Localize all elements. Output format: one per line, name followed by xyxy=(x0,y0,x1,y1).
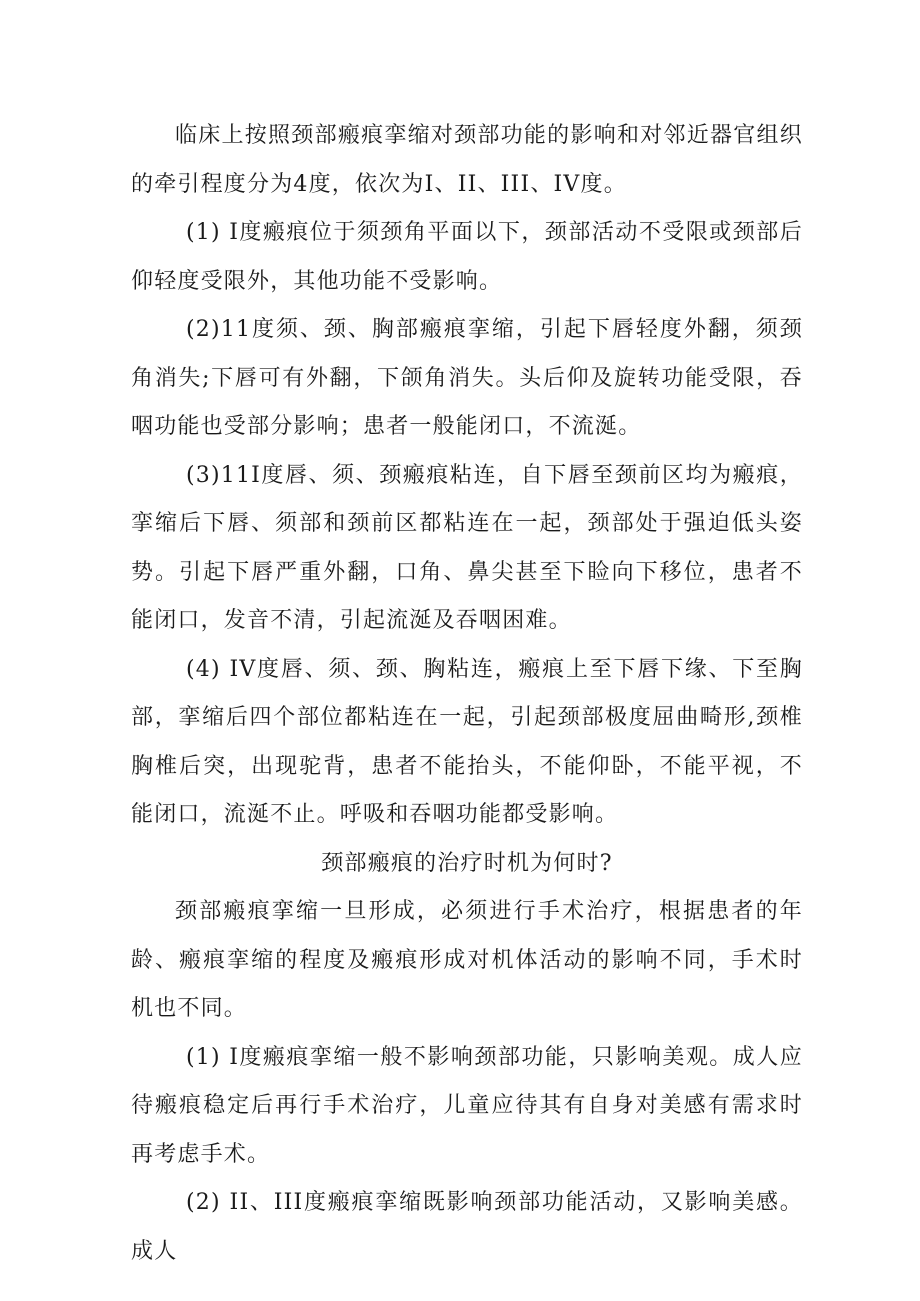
paragraph-grade-4: (4) IV度唇、须、颈、胸粘连，瘢痕上至下唇下缘、下至胸部，挛缩后四个部位都粘连在一起，引起颈部极度屈曲畸形,颈椎胸椎后突，出现驼背，患者不能抬头，不能仰卧，不能平视，不能闭口，流涎不止。呼吸和吞咽功能都受影响。 xyxy=(131,656,803,827)
paragraph-timing: 颈部瘢痕挛缩一旦形成，必须进行手术治疗，根据患者的年龄、瘢痕挛缩的程度及瘢痕形成对机体活动的影响不同，手术时机也不同。 xyxy=(131,899,803,1021)
paragraph-intro: 临床上按照颈部瘢痕挛缩对颈部功能的影响和对邻近器官组织的牵引程度分为4度，依次为I、II、III、IV度。 xyxy=(131,123,803,197)
paragraph-timing-1: (1) I度瘢痕挛缩一般不影响颈部功能，只影响美观。成人应待瘢痕稳定后再行手术治疗，儿童应待其有自身对美感有需求时再考虑手术。 xyxy=(131,1044,803,1167)
paragraph-grade-3: (3)11I度唇、须、颈瘢痕粘连，自下唇至颈前区均为瘢痕，挛缩后下唇、须部和颈前区都粘连在一起，颈部处于强迫低头姿势。引起下唇严重外翻，口角、鼻尖甚至下睑向下移位，患者不能闭口，发音不清，引起流涎及吞咽困难。 xyxy=(131,462,803,633)
paragraph-grade-1: (1) I度瘢痕位于须颈角平面以下，颈部活动不受限或颈部后仰轻度受限外，其他功能不受影响。 xyxy=(131,220,803,294)
document-body xyxy=(131,112,803,1276)
paragraph-timing-2: (2) II、III度瘢痕挛缩既影响颈部功能活动，又影响美感。成人 xyxy=(131,1190,803,1264)
paragraph-grade-2: (2)11度须、颈、胸部瘢痕挛缩，引起下唇轻度外翻，须颈角消失;下唇可有外翻，下颌角消失。头后仰及旋转功能受限，吞咽功能也受部分影响；患者一般能闭口，不流涎。 xyxy=(131,317,803,439)
section-heading: 颈部瘢痕的治疗时机为何时? xyxy=(321,850,613,876)
